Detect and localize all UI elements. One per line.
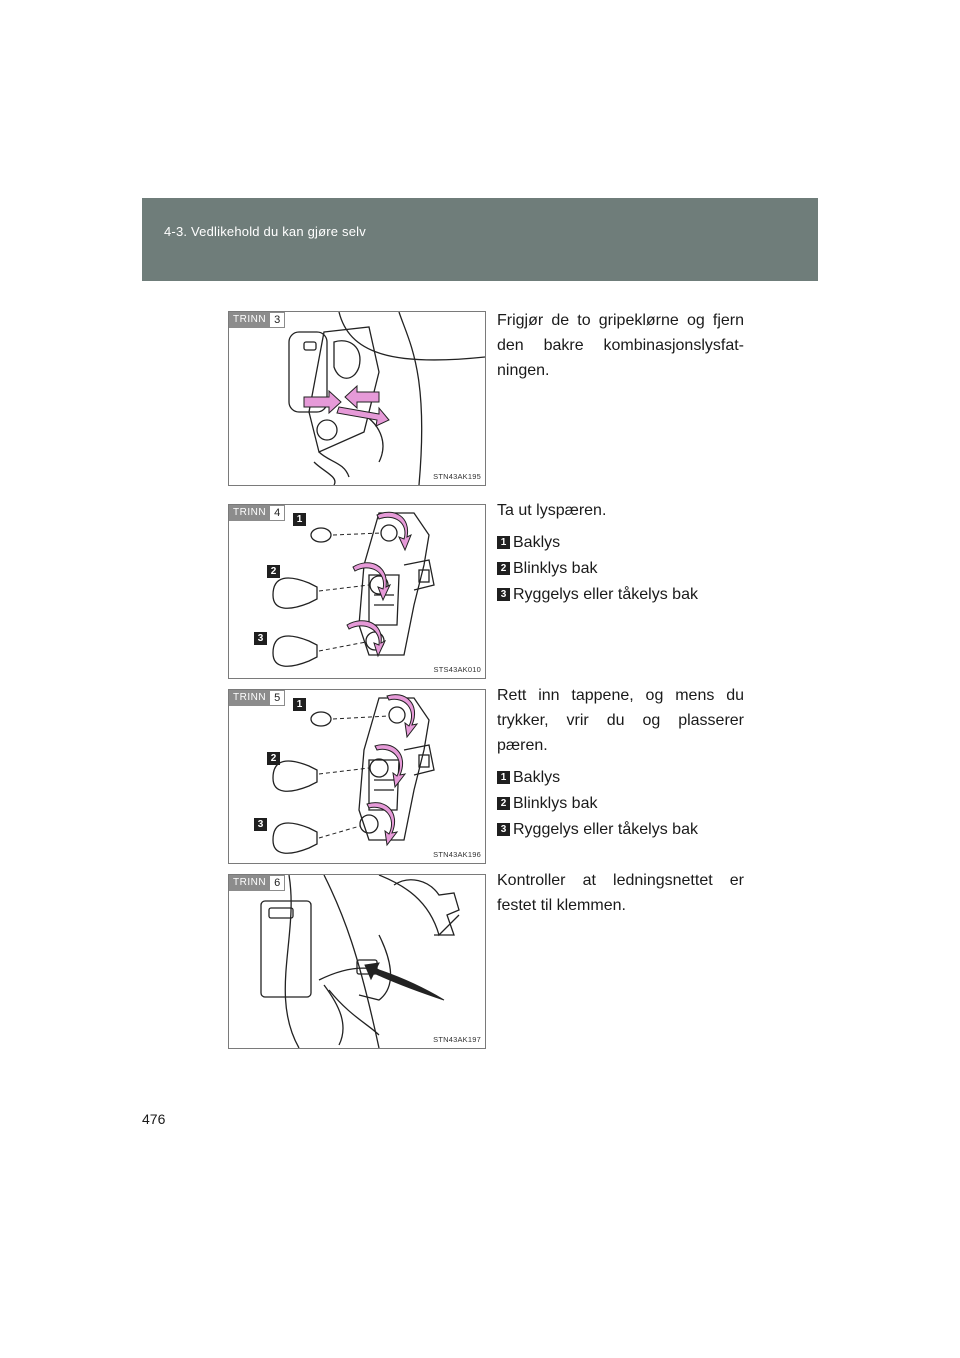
step-badge [229, 505, 285, 521]
step-5-illustration [228, 689, 486, 864]
section-header [142, 198, 818, 281]
figure-code: STS43AK010 [433, 665, 481, 674]
step-text: Frigjør de to gripeklørne og fjern den bakre kombinasjonslysfat-ningen. [497, 312, 744, 379]
item-number-badge: 2 [497, 562, 510, 575]
step-4-illustration [228, 504, 486, 679]
step-3-illustration [228, 311, 486, 486]
step-label: TRINN [229, 875, 270, 891]
wiring-harness-illustration [229, 875, 485, 1048]
step-number: 4 [270, 505, 285, 521]
item-number-badge: 1 [497, 771, 510, 784]
figure-code: STN43AK195 [433, 472, 481, 481]
list-item [497, 764, 744, 790]
callout-3: 3 [254, 632, 267, 645]
item-label: Blinklys bak [513, 794, 598, 812]
item-number-badge: 1 [497, 536, 510, 549]
item-label: Baklys [513, 533, 561, 551]
step-text: Kontroller at ledningsnettet er festet til klemmen. [497, 872, 744, 914]
step-badge [229, 312, 285, 328]
figure-code: STN43AK197 [433, 1035, 481, 1044]
step-number: 5 [270, 690, 285, 706]
callout-1: 1 [293, 698, 306, 711]
step-number: 3 [270, 312, 285, 328]
item-label: Baklys [513, 768, 561, 786]
callout-2: 2 [267, 752, 280, 765]
item-label: Ryggelys eller tåkelys bak [513, 585, 698, 603]
step-3-description [497, 308, 744, 389]
step-text: Rett inn tappene, og mens du trykker, vrir du og plasserer pæren. [497, 687, 744, 754]
step-6-description [497, 868, 744, 924]
step-label: TRINN [229, 505, 270, 521]
page-number: 476 [142, 1111, 166, 1127]
item-number-badge: 3 [497, 588, 510, 601]
item-label: Blinklys bak [513, 559, 598, 577]
callout-2: 2 [267, 565, 280, 578]
step-4-description [497, 498, 744, 607]
step-5-description [497, 683, 744, 842]
bulb-install-illustration [229, 690, 485, 863]
figure-code: STN43AK196 [433, 850, 481, 859]
item-number-badge: 2 [497, 797, 510, 810]
step-number: 6 [270, 875, 285, 891]
item-number-badge: 3 [497, 823, 510, 836]
step-badge [229, 690, 285, 706]
item-label: Ryggelys eller tåkelys bak [513, 820, 698, 838]
section-title: 4-3. Vedlikehold du kan gjøre selv [164, 224, 366, 239]
step-badge [229, 875, 285, 891]
list-item [497, 555, 744, 581]
callout-1: 1 [293, 513, 306, 526]
list-item [497, 529, 744, 555]
list-item [497, 790, 744, 816]
step-text: Ta ut lyspæren. [497, 502, 607, 519]
list-item [497, 816, 744, 842]
callout-3: 3 [254, 818, 267, 831]
list-item [497, 581, 744, 607]
step-label: TRINN [229, 690, 270, 706]
step-6-illustration [228, 874, 486, 1049]
step-label: TRINN [229, 312, 270, 328]
combination-lamp-housing-illustration [229, 312, 485, 485]
bulb-removal-illustration [229, 505, 485, 678]
